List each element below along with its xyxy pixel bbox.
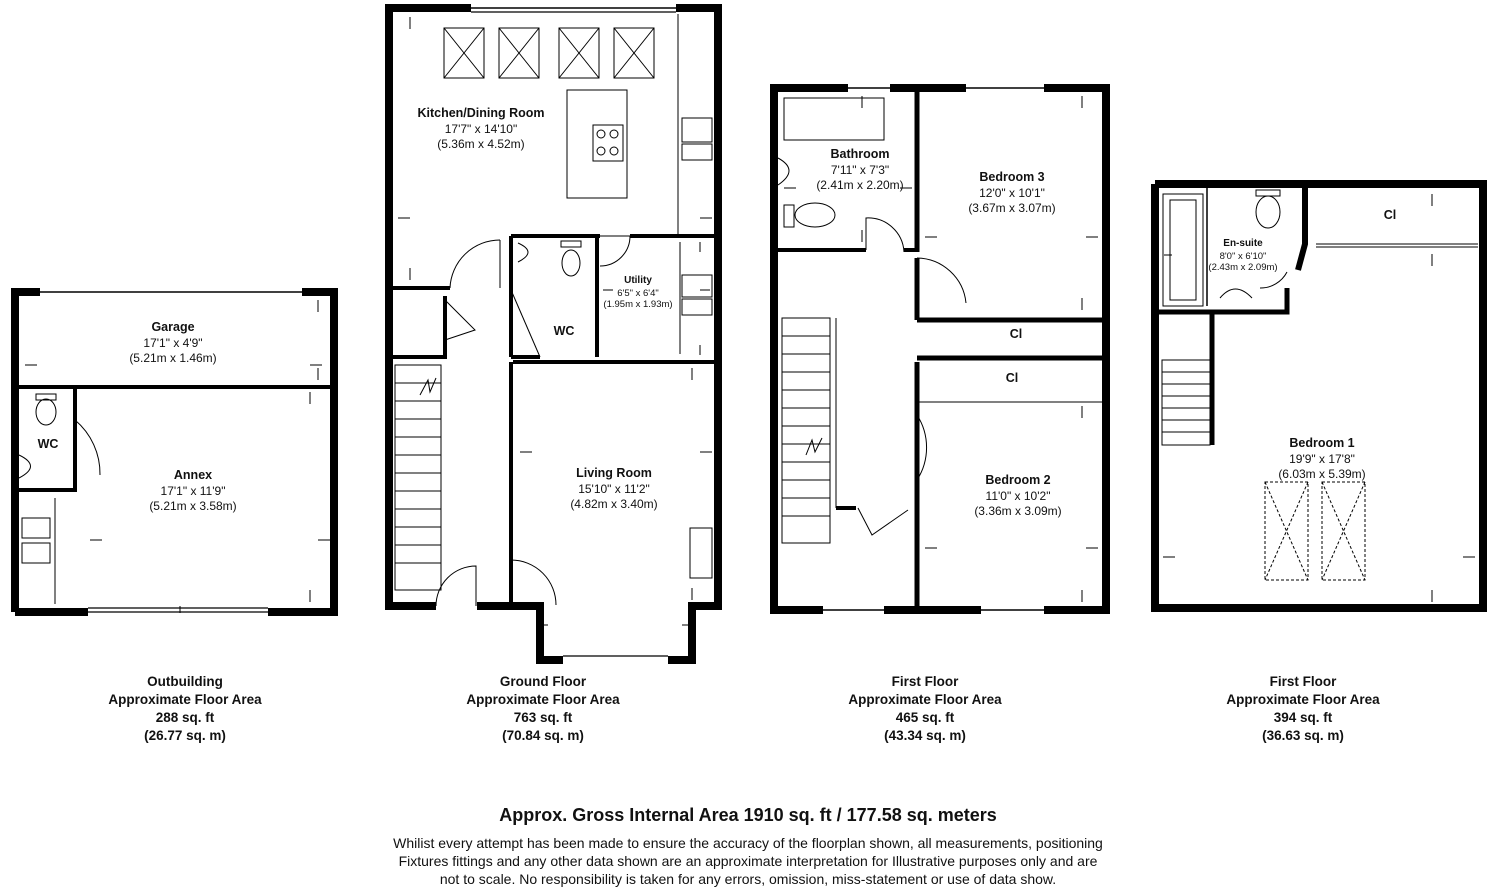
disclaimer-line: Fixtures fittings and any other data shown are an approximate interpretation for Illustrative purposes only and are — [398, 853, 1098, 869]
floor-area-label: Approximate Floor Area — [1226, 692, 1380, 707]
floor-name: First Floor — [1269, 674, 1337, 689]
room-dimensions-metric: (5.21m x 1.46m) — [129, 350, 217, 365]
room-closet-a — [1010, 327, 1023, 343]
floor-area-sqft: 288 sq. ft — [155, 710, 215, 725]
room-name: Garage — [151, 320, 195, 334]
room-dimensions-metric: (1.95m x 1.93m) — [603, 299, 673, 311]
floor-area-sqft: 394 sq. ft — [1273, 710, 1333, 725]
room-name: WC — [553, 324, 575, 338]
room-dimensions-imperial: 17'1" x 4'9" — [143, 335, 203, 350]
disclaimer — [0, 834, 1496, 888]
room-dimensions-metric: (3.36m x 3.09m) — [974, 503, 1062, 518]
room-name: Living Room — [576, 466, 652, 480]
room-dimensions-imperial: 8'0" x 6'10" — [1219, 250, 1267, 262]
room-bathroom — [816, 147, 903, 193]
floor-area-label: Approximate Floor Area — [108, 692, 262, 707]
room-utility — [603, 275, 672, 311]
room-dimensions-metric: (6.03m x 5.39m) — [1278, 466, 1366, 481]
room-bedroom-1 — [1278, 436, 1365, 482]
room-name: Kitchen/Dining Room — [417, 106, 545, 120]
room-bedroom-3 — [968, 170, 1055, 216]
floor-area-sqm: (36.63 sq. m) — [1262, 728, 1344, 743]
room-dimensions-metric: (2.41m x 2.20m) — [816, 177, 904, 192]
room-dimensions-metric: (5.36m x 4.52m) — [437, 136, 525, 151]
room-dimensions-imperial: 7'11" x 7'3" — [830, 162, 890, 177]
room-name: En-suite — [1223, 238, 1263, 249]
floor-label-outbuilding — [108, 673, 261, 745]
floor-name: Outbuilding — [147, 674, 223, 689]
room-garage — [129, 320, 216, 366]
room-dimensions-imperial: 15'10" x 11'2" — [578, 481, 650, 496]
room-kitchen-dining — [417, 106, 544, 152]
floor-label-first-b — [1226, 673, 1379, 745]
gross-internal-area: Approx. Gross Internal Area 1910 sq. ft / 177.58 sq. meters — [499, 805, 997, 825]
room-dimensions-metric: (4.82m x 3.40m) — [570, 496, 658, 511]
room-dimensions-metric: (3.67m x 3.07m) — [968, 200, 1056, 215]
room-ground-wc — [554, 324, 575, 340]
room-closet-b — [1006, 371, 1019, 387]
room-name: Cl — [1009, 327, 1023, 341]
floor-name: First Floor — [891, 674, 959, 689]
room-dimensions-imperial: 19'9" x 17'8" — [1289, 451, 1355, 466]
room-name: Bedroom 3 — [979, 170, 1045, 184]
room-name: WC — [37, 437, 59, 451]
room-name: Bedroom 1 — [1289, 436, 1355, 450]
room-name: Annex — [173, 468, 213, 482]
room-dimensions-imperial: 12'0" x 10'1" — [979, 185, 1045, 200]
room-dimensions-imperial: 17'7" x 14'10" — [444, 121, 518, 136]
room-dimensions-metric: (2.43m x 2.09m) — [1208, 262, 1278, 274]
room-dimensions-imperial: 17'1" x 11'9" — [160, 483, 226, 498]
floor-area-sqm: (26.77 sq. m) — [144, 728, 226, 743]
floor-label-ground — [466, 673, 619, 745]
room-dimensions-metric: (5.21m x 3.58m) — [149, 498, 237, 513]
room-outbuilding-wc — [38, 437, 59, 453]
floor-label-first-a — [848, 673, 1001, 745]
room-name: Utility — [624, 275, 652, 286]
room-name: Bathroom — [830, 147, 890, 161]
room-name: Bedroom 2 — [985, 473, 1051, 487]
floor-area-sqft: 465 sq. ft — [895, 710, 955, 725]
room-name: Cl — [1005, 371, 1019, 385]
room-annex — [149, 468, 236, 514]
floor-area-sqm: (70.84 sq. m) — [502, 728, 584, 743]
floor-area-label: Approximate Floor Area — [848, 692, 1002, 707]
floor-area-sqm: (43.34 sq. m) — [884, 728, 966, 743]
room-closet-c — [1384, 208, 1397, 224]
room-name: Cl — [1383, 208, 1397, 222]
disclaimer-line: Whilist every attempt has been made to ensure the accuracy of the floorplan shown, all measurements, positioning — [393, 835, 1103, 851]
disclaimer-line: not to scale. No responsibility is taken for any errors, omission, miss-statement or use of data show. — [439, 871, 1057, 887]
room-dimensions-imperial: 6'5" x 6'4" — [617, 287, 659, 299]
floor-name: Ground Floor — [499, 674, 587, 689]
room-living — [570, 466, 657, 512]
room-bedroom-2 — [974, 473, 1061, 519]
room-dimensions-imperial: 11'0" x 10'2" — [985, 488, 1051, 503]
room-ensuite — [1208, 238, 1277, 274]
floor-area-sqft: 763 sq. ft — [513, 710, 573, 725]
first-floor-b-plan — [1155, 184, 1483, 608]
floor-area-label: Approximate Floor Area — [466, 692, 620, 707]
